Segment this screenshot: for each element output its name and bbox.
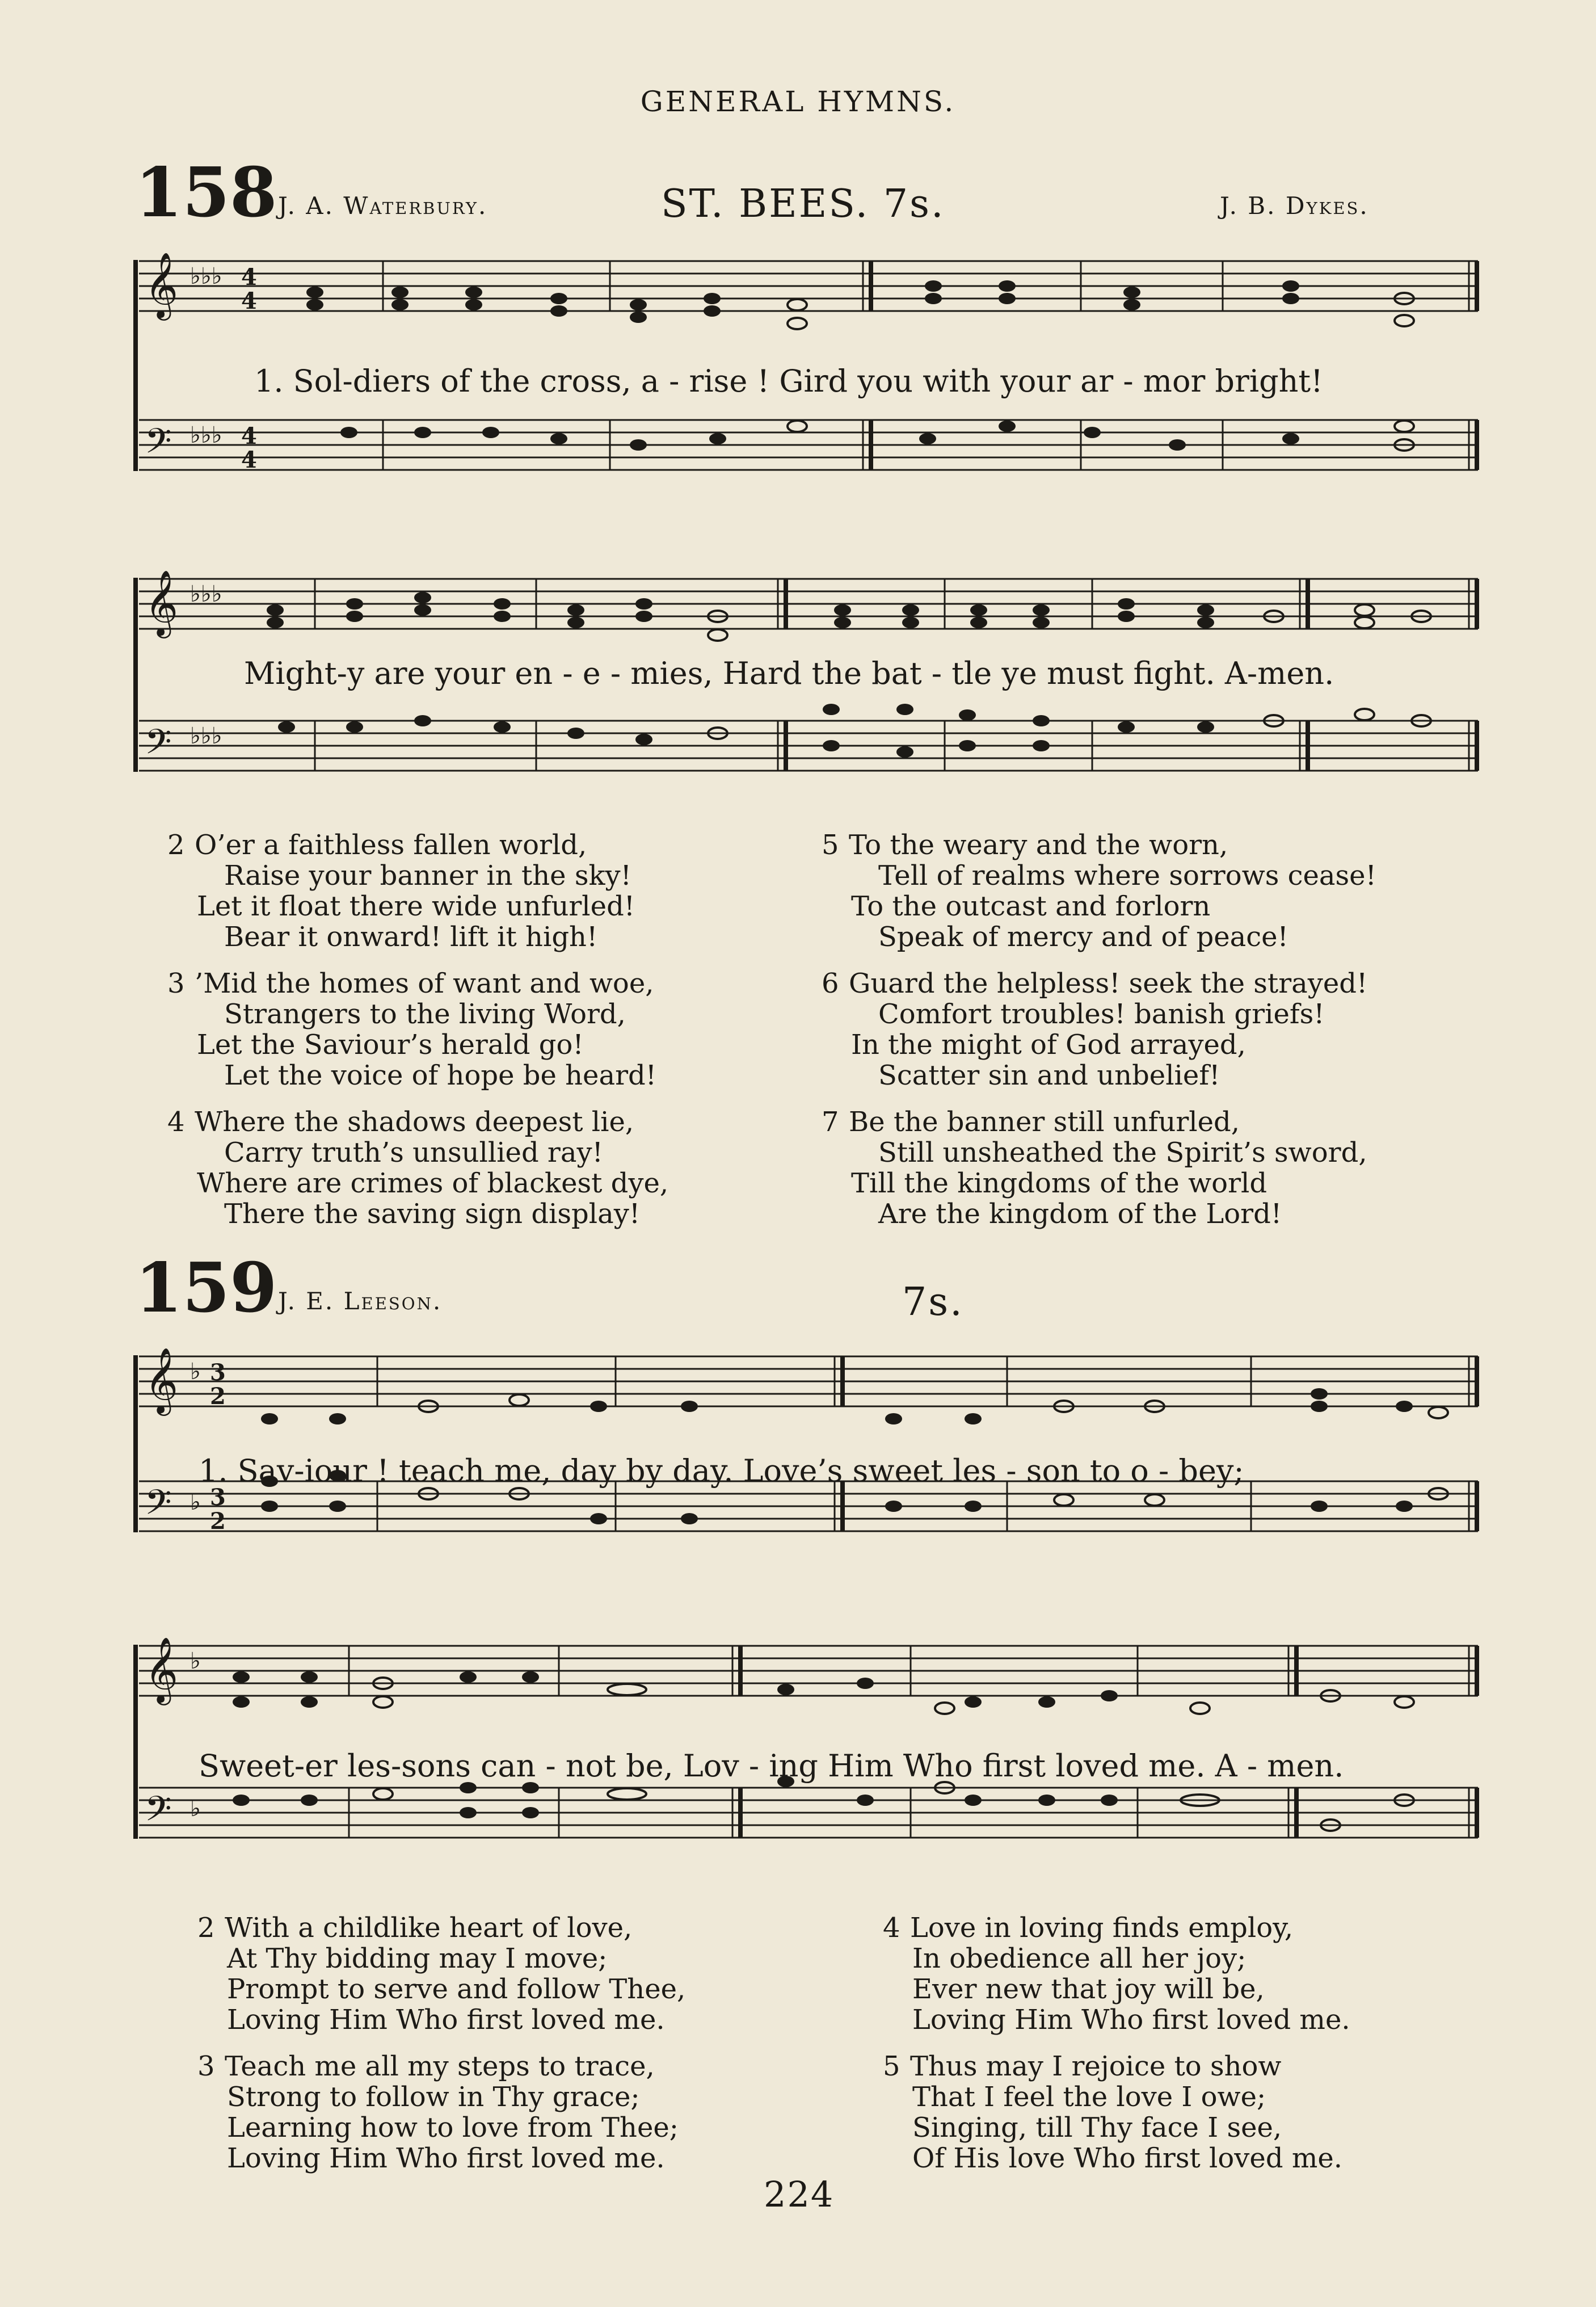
- verse-number: 5: [822, 829, 839, 861]
- verse-line: Comfort troubles! banish griefs!: [878, 998, 1325, 1030]
- verse-number: 4: [167, 1106, 185, 1138]
- verse-block: [197, 1913, 685, 2035]
- verse-number: 3: [197, 2050, 215, 2082]
- svg-text:𝄞: 𝄞: [145, 251, 179, 318]
- svg-text:𝄢: 𝄢: [145, 1789, 172, 1838]
- verse-block: [822, 830, 1376, 952]
- verse-line: Teach me all my steps to trace,: [225, 2050, 655, 2082]
- svg-text:♭♭♭: ♭♭♭: [190, 581, 222, 607]
- hymn-158-lyrics-line-1: 1. Sol-diers of the cross, a - rise ! Gird you with your ar - mor bright!: [254, 363, 1323, 399]
- verse-block: [883, 1913, 1350, 2035]
- verse-line: In the might of God arrayed,: [851, 1029, 1246, 1061]
- svg-text:4: 4: [241, 288, 257, 314]
- verse-line: Loving Him Who first loved me.: [912, 2004, 1350, 2036]
- svg-text:𝄢: 𝄢: [145, 1482, 172, 1531]
- verse-line: Learning how to love from Thee;: [227, 2112, 679, 2144]
- verse-line: Strangers to the living Word,: [224, 998, 626, 1030]
- verse-line: With a childlike heart of love,: [225, 1912, 633, 1944]
- verse-number: 2: [197, 1912, 215, 1944]
- hymn-158-tune: ST. BEES. 7s.: [661, 182, 945, 226]
- svg-text:𝄞: 𝄞: [145, 1636, 179, 1703]
- verse-line: Where are crimes of blackest dye,: [197, 1167, 669, 1199]
- verse-number: 4: [883, 1912, 900, 1944]
- verse-line: Loving Him Who first loved me.: [227, 2004, 665, 2036]
- verse-line: Strong to follow in Thy grace;: [227, 2081, 640, 2113]
- svg-text:𝄢: 𝄢: [145, 722, 172, 771]
- hymn-158-lyrics-line-2: [244, 655, 1334, 691]
- verse-line: Still unsheathed the Spirit’s sword,: [878, 1137, 1367, 1169]
- svg-text:♭: ♭: [190, 1648, 201, 1674]
- svg-text:♭: ♭: [190, 1359, 201, 1385]
- verse-block: [822, 1107, 1376, 1229]
- svg-text:2: 2: [210, 1508, 226, 1535]
- svg-text:3: 3: [210, 1484, 226, 1511]
- hymn-number-158: 158: [135, 153, 277, 233]
- verse-line: Are the kingdom of the Lord!: [878, 1198, 1282, 1230]
- hymn-158-verses-right: [822, 830, 1376, 1229]
- verse-line: Guard the helpless! seek the strayed!: [849, 968, 1368, 999]
- verse-line: In obedience all her joy;: [912, 1943, 1247, 1974]
- svg-text:♭♭♭: ♭♭♭: [190, 263, 222, 289]
- hymn-number-159: 159: [135, 1248, 277, 1328]
- verse-block: [822, 968, 1376, 1091]
- hymn-159-lyrics-line-1: 1. Sav-iour ! teach me, day by day. Love’s sweet les - son to o - bey;: [199, 1453, 1244, 1489]
- page-number: 224: [764, 2174, 835, 2215]
- verse-line: Loving Him Who first loved me.: [227, 2142, 665, 2174]
- hymn-158-verses-left: [167, 830, 668, 1229]
- hymn-159-author: J. E. Leeson.: [278, 1287, 443, 1315]
- verse-line: Thus may I rejoice to show: [910, 2050, 1282, 2082]
- svg-text:2: 2: [210, 1383, 226, 1410]
- verse-line: O’er a faithless fallen world,: [195, 829, 587, 861]
- verse-line: Be the banner still unfurled,: [849, 1106, 1240, 1138]
- verse-line: ’Mid the homes of want and woe,: [195, 968, 654, 999]
- svg-text:♭♭♭: ♭♭♭: [190, 723, 222, 749]
- hymn-158-author: J. A. Waterbury.: [278, 192, 488, 220]
- svg-text:♭: ♭: [190, 1796, 201, 1822]
- verse-line: To the outcast and forlorn: [851, 890, 1211, 922]
- verse-line: At Thy bidding may I move;: [227, 1943, 608, 1974]
- verse-line: Ever new that joy will be,: [912, 1973, 1265, 2005]
- verse-line: Singing, till Thy face I see,: [912, 2112, 1282, 2144]
- verse-line: Till the kingdoms of the world: [851, 1167, 1267, 1199]
- verse-line: Prompt to serve and follow Thee,: [227, 1973, 686, 2005]
- svg-text:4: 4: [241, 447, 257, 473]
- verse-block: [167, 1107, 668, 1229]
- verse-line: Where the shadows deepest lie,: [195, 1106, 634, 1138]
- verse-line: Let the Saviour’s herald go!: [197, 1029, 584, 1061]
- verse-line: Let it float there wide unfurled!: [197, 890, 635, 922]
- running-head: GENERAL HYMNS.: [640, 85, 956, 118]
- hymn-159-tune: 7s.: [902, 1280, 964, 1325]
- svg-text:𝄞: 𝄞: [145, 569, 179, 636]
- verse-block: [167, 830, 668, 952]
- svg-text:4: 4: [241, 423, 257, 449]
- verse-line: Speak of mercy and of peace!: [878, 921, 1288, 953]
- verse-block: [167, 968, 668, 1091]
- hymn-158-composer: J. B. Dykes.: [1220, 192, 1369, 220]
- verse-line: Scatter sin and unbelief!: [878, 1060, 1220, 1091]
- hymn-159-verses-right: [883, 1913, 1350, 2174]
- verse-line: Raise your banner in the sky!: [224, 860, 631, 892]
- verse-block: [883, 2051, 1350, 2174]
- svg-text:4: 4: [241, 264, 257, 291]
- verse-line: There the saving sign display!: [224, 1198, 641, 1230]
- verse-number: 6: [822, 968, 839, 999]
- hymn-159-lyrics-line-2: Sweet-er les-sons can - not be, Lov - ing Him Who first loved me. A - men.: [199, 1748, 1344, 1784]
- svg-text:3: 3: [210, 1359, 226, 1386]
- verse-block: [197, 2051, 685, 2174]
- verse-number: 5: [883, 2050, 900, 2082]
- verse-line: That I feel the love I owe;: [912, 2081, 1266, 2113]
- verse-line: Carry truth’s unsullied ray!: [224, 1137, 603, 1169]
- svg-text:𝄞: 𝄞: [145, 1347, 179, 1413]
- svg-text:𝄢: 𝄢: [145, 421, 172, 470]
- verse-number: 7: [822, 1106, 839, 1138]
- verse-number: 2: [167, 829, 185, 861]
- hymn-158-lyrics-line-2-text: Might-y are your en - e - mies, Hard the bat - tle ye must fight. A-men.: [244, 655, 1334, 691]
- verse-line: To the weary and the worn,: [849, 829, 1228, 861]
- hymn-159-verses-left: [197, 1913, 685, 2174]
- verse-line: Let the voice of hope be heard!: [224, 1060, 657, 1091]
- verse-line: Bear it onward! lift it high!: [224, 921, 598, 953]
- verse-line: Of His love Who first loved me.: [912, 2142, 1342, 2174]
- verse-number: 3: [167, 968, 185, 999]
- svg-text:♭♭♭: ♭♭♭: [190, 422, 222, 448]
- verse-line: Love in loving finds employ,: [910, 1912, 1294, 1944]
- verse-line: Tell of realms where sorrows cease!: [878, 860, 1376, 892]
- svg-text:♭: ♭: [190, 1489, 201, 1515]
